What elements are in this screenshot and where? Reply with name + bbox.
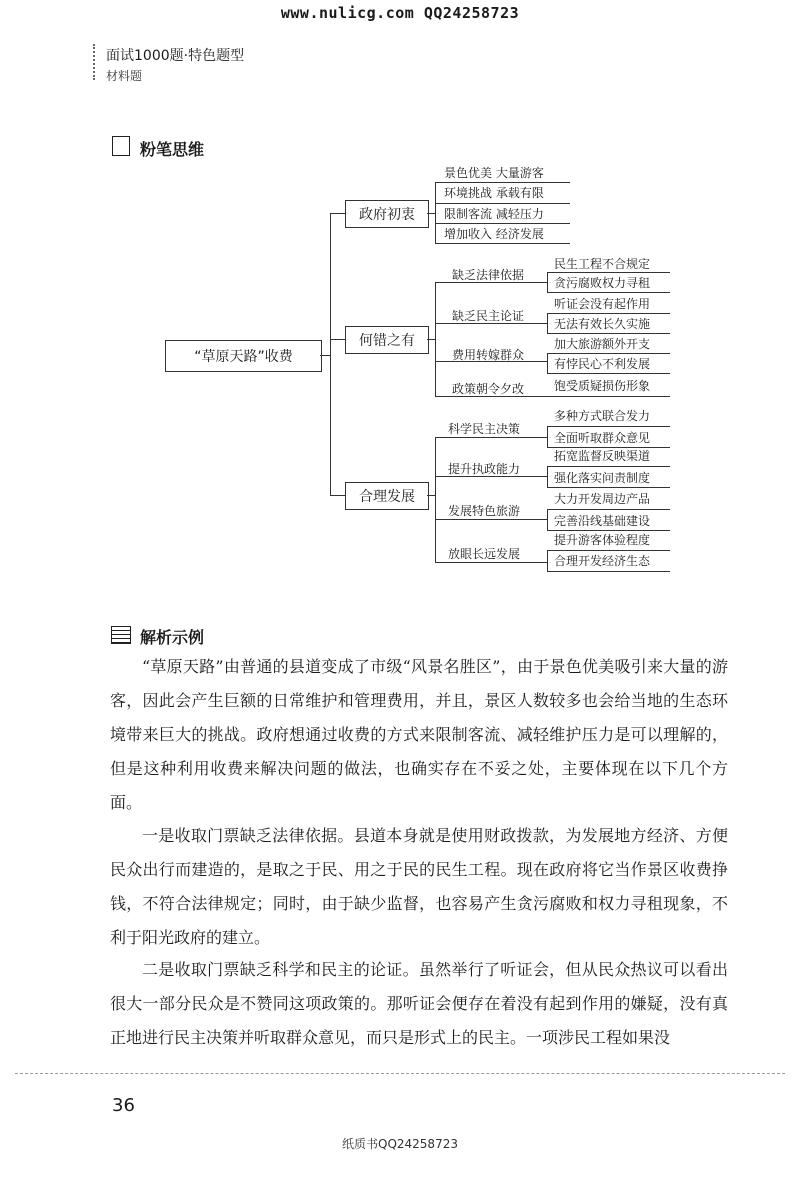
leaf-item: 提升游客体验程度 — [554, 533, 651, 547]
leaf-item: 听证会没有起作用 — [554, 297, 651, 311]
connector — [435, 562, 547, 563]
connector — [435, 203, 570, 204]
leaf-item: 增加收入 经济发展 — [444, 227, 544, 241]
page-number: 36 — [112, 1095, 135, 1116]
connector — [435, 437, 547, 438]
leaf-item: 环境挑战 承载有限 — [444, 186, 544, 200]
connector — [547, 313, 670, 314]
leaf-item: 完善沿线基础建设 — [554, 514, 651, 528]
connector — [547, 373, 670, 374]
leaf-item: 全面听取群众意见 — [554, 431, 651, 445]
sub-branch-label: 政策朝令夕改 — [452, 382, 525, 396]
connector — [330, 495, 345, 496]
connector — [435, 182, 570, 183]
sub-branch-label: 缺乏法律依据 — [452, 268, 525, 282]
connector — [435, 282, 436, 396]
branch-government-intent: 政府初衷 — [345, 200, 429, 228]
connector — [547, 550, 548, 571]
leaf-item: 民生工程不合规定 — [554, 257, 651, 271]
paragraph-point-two: 二是收取门票缺乏科学和民主的论证。虽然举行了听证会，但从民众热议可以看出很大一部分民众是不赞同这项政策的。那听证会便存在着没有起到作用的嫌疑，没有真正地进行民主决策并听取群众意见，而只是形式上的民主。一项涉民工程如果没 — [110, 960, 728, 1047]
section-marker-icon — [112, 136, 130, 156]
connector — [547, 550, 670, 551]
connector — [547, 509, 548, 530]
connector — [435, 182, 436, 243]
bottom-watermark: 纸质书QQ24258723 — [342, 1137, 458, 1151]
connector — [547, 426, 548, 447]
paragraph-point-one: 一是收取门票缺乏法律依据。县道本身就是使用财政拨款，为发展地方经济、方便民众出行而建造的，是取之于民、用之于民的民生工程。现在政府将它当作景区收费挣钱，不符合法律规定；同时，由于缺少监督，也容易产生贪污腐败和权力寻租现象，不利于阳光政府的建立。 — [110, 826, 728, 947]
leaf-item: 景色优美 大量游客 — [444, 166, 544, 180]
paragraph-intro: “草原天路”由普通的县道变成了市级“风景名胜区”，由于景色优美吸引来大量的游客，因此会产生巨额的日常维护和管理费用，并且，景区人数较多也会给当地的生态环境带来巨大的挑战。政府想通过收费的方式来限制客流、减轻维护压力是可以理解的，但是这种利用收费来解决问题的做法，也确实存在不妥之处，主要体现在以下几个方面。 — [110, 657, 728, 812]
branch-reasonable-development: 合理发展 — [345, 482, 429, 510]
top-watermark: www.nulicg.com QQ24258723 — [280, 4, 520, 22]
connector — [547, 509, 670, 510]
connector — [330, 339, 345, 340]
header-rule — [93, 44, 97, 80]
sub-branch-label: 提升执政能力 — [448, 462, 521, 476]
leaf-item: 有悖民心不利发展 — [554, 357, 651, 371]
connector — [547, 353, 548, 373]
connector — [435, 437, 436, 562]
running-header-title: 面试1000题·特色题型 — [106, 48, 245, 64]
connector — [547, 426, 670, 427]
sub-branch-label: 放眼长远发展 — [448, 547, 521, 561]
connector — [427, 213, 435, 214]
connector — [547, 272, 548, 292]
section-marker-icon — [111, 626, 131, 644]
leaf-item: 无法有效长久实施 — [554, 317, 651, 331]
leaf-item: 大力开发周边产品 — [554, 492, 651, 506]
connector — [427, 495, 435, 496]
connector — [547, 292, 670, 293]
connector — [330, 213, 331, 495]
connector — [547, 353, 670, 354]
connector — [547, 466, 548, 487]
leaf-item: 饱受质疑损伤形象 — [554, 379, 651, 393]
leaf-item: 合理开发经济生态 — [554, 554, 651, 568]
sub-branch-label: 费用转嫁群众 — [452, 348, 525, 362]
mindmap-root: “草原天路”收费 — [165, 340, 322, 372]
connector — [427, 339, 435, 340]
leaf-item: 限制客流 减轻压力 — [444, 207, 544, 221]
leaf-item: 贪污腐败权力寻租 — [554, 276, 651, 290]
sub-branch-label: 发展特色旅游 — [448, 504, 521, 518]
connector — [547, 333, 670, 334]
section-title-analysis: 解析示例 — [140, 628, 205, 647]
footer-rule — [15, 1073, 785, 1074]
sub-branch-label: 科学民主决策 — [448, 422, 521, 436]
connector — [435, 243, 570, 244]
connector — [435, 223, 570, 224]
leaf-item: 多种方式联合发力 — [554, 409, 651, 423]
connector — [320, 355, 330, 356]
connector — [330, 213, 345, 214]
connector — [547, 571, 670, 572]
sub-branch-label: 缺乏民主论证 — [452, 309, 525, 323]
connector — [547, 466, 670, 467]
connector — [547, 487, 670, 488]
section-title-thinking: 粉笔思维 — [140, 140, 205, 159]
leaf-item: 加大旅游额外开支 — [554, 337, 651, 351]
connector — [435, 519, 547, 520]
branch-what-is-wrong: 何错之有 — [345, 326, 429, 354]
running-header-subtitle: 材料题 — [106, 69, 143, 83]
leaf-item: 拓宽监督反映渠道 — [554, 449, 651, 463]
leaf-item: 强化落实问责制度 — [554, 471, 651, 485]
connector — [547, 313, 548, 333]
